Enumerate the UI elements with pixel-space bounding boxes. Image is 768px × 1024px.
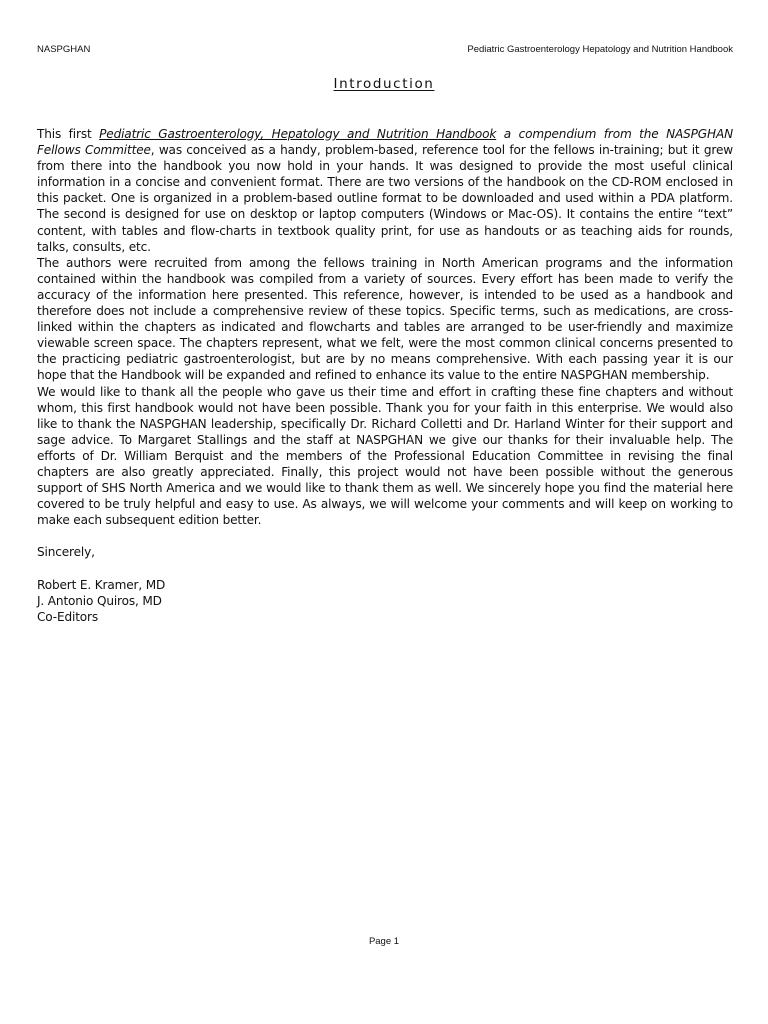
editor-name: Robert E. Kramer, MD [37,577,166,592]
paragraph-intro-rest: , was conceived as a handy, problem-based, reference tool for the fellows in-training; but it grew from there into the handbook you now hold in your hands. It was designed to provide the most useful clinical information in a concise and convenient format. There are two versions of the handbook on the CD-ROM enclosed in this packet. One is organized in a problem-based outline format to be downloaded and used within a PDA platform. The second is designed for use on desktop or laptop computers (Windows or Mac-OS). It contains the entire “text” content, with tables and flow-charts in textbook quality print, for use as handouts or as teaching aids for rounds, talks, consults, etc. [37,143,733,254]
paragraph-authors: The authors were recruited from among the fellows training in North American programs and the information contained within the handbook was compiled from a variety of sources. Every effort has been made to verify the accuracy of the information here presented. This reference, however, is intended to be used as a handbook and therefore does not include a comprehensive review of these topics. Specific terms, such as medications, are cross-linked within the chapters as indicated and flowcharts and tables are arranged to be user-friendly and maximize viewable screen space. The chapters represent, what we felt, were the most common clinical concerns presented to the practicing pediatric gastroenterologist, but are by no means comprehensive. With each passing year it is our hope that the Handbook will be expanded and refined to enhance its value to the entire NASPGHAN membership. [37,255,733,383]
signoff [37,544,733,624]
paragraph-intro-lead: This first [37,127,100,141]
header-organization: NASPGHAN [37,44,91,55]
page-title-text: Introduction [333,76,435,92]
paragraph-intro [37,126,733,255]
spacer [37,561,733,577]
editor-name: J. Antonio Quiros, MD [37,593,162,608]
running-header [37,44,733,56]
closing: Sincerely, [37,545,95,560]
page-number: Page 1 [368,936,400,947]
spacer [37,528,733,544]
handbook-title-link: Pediatric Gastroenterology, Hepatology and Nutrition Handbook [99,127,497,141]
committee-phrase: a compendium from the NASPGHAN Fellows Committee [37,127,733,158]
page-title [0,75,768,93]
editor-role: Co-Editors [37,609,99,624]
header-book-title: Pediatric Gastroenterology Hepatology and Nutrition Handbook [467,44,733,55]
paragraph-thanks: We would like to thank all the people who gave us their time and effort in crafting these fine chapters and without whom, this first handbook would not have been possible. Thank you for your faith in this enterprise. We would also like to thank the NASPGHAN leadership, specifically Dr. Richard Colletti and Dr. Harland Winter for their support and sage advice. To Margaret Stallings and the staff at NASPGHAN we give our thanks for their invaluable help. The efforts of Dr. William Berquist and the members of the Professional Education Committee in revising the final chapters are also greatly appreciated. Finally, this project would not have been possible without the generous support of SHS North America and we would like to thank them as well. We sincerely hope you find the material here covered to be truly helpful and easy to use. As always, we will welcome your comments and will keep on working to make each subsequent edition better. [37,384,733,528]
body-text [37,126,733,625]
